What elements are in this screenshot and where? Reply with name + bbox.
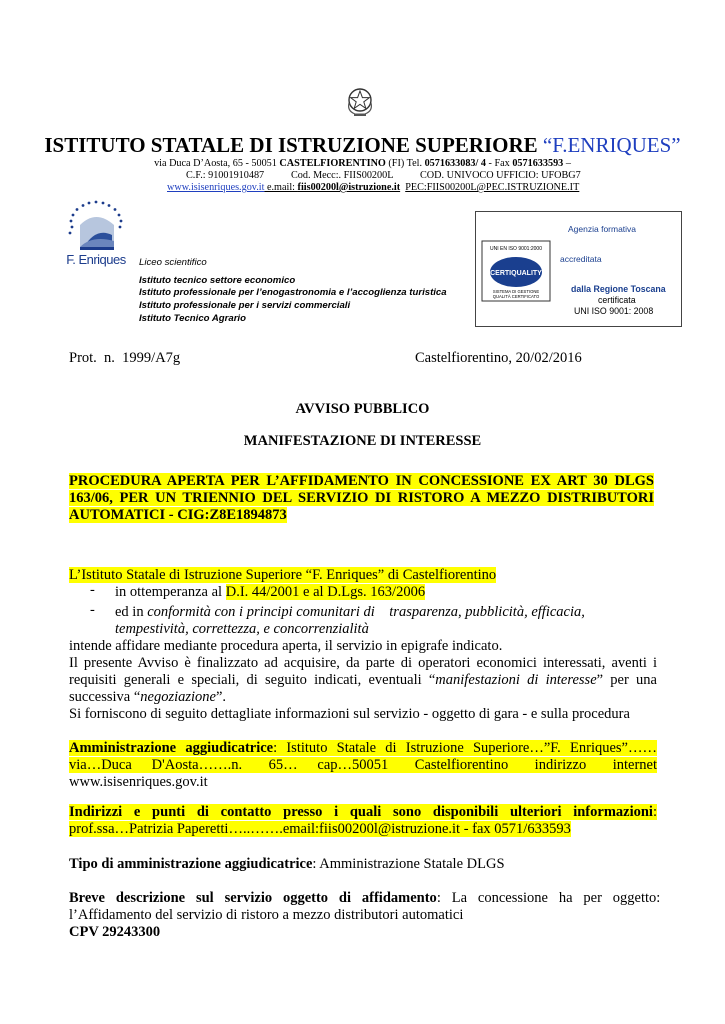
intro-line: L’Istituto Statale di Istruzione Superiore “F. Enriques” di Castelfiorentino — [69, 567, 497, 583]
iso-label: UNI ISO 9001: 2008 — [574, 306, 654, 316]
body-paragraphs — [69, 638, 657, 723]
breve-block: Breve descrizione sul servizio oggetto di affidamento: La concessione ha per oggetto: l’Affidamento del servizio di ristoro a mezzo distributori automatici CPV 29243300 — [69, 890, 661, 940]
contacts-line: www.isisenriques.gov.it e.mail: fiis00200l@istruzione.it PEC:FIIS00200L@PEC.ISTRUZIONE.IT — [167, 182, 580, 193]
course-item: Istituto Tecnico Agrario — [139, 312, 246, 324]
agenzia-label: Agenzia formativa — [568, 224, 637, 234]
procedura-line-3: AUTOMATICI - CIG:Z8E1894873 — [69, 507, 287, 523]
mecc-code: Cod. Mecc:. FIIS00200L — [291, 170, 394, 181]
badge-mid-text: CERTIQUALITY — [490, 270, 542, 277]
amministrazione-block: Amministrazione aggiudicatrice: Istituto Statale di Istruzione Superiore…”F. Enriques”…… via…Duca D'Aosta…….n. 65… cap…50051 Castelfiorentino indirizzo internet www.isisenriques.gov.it — [69, 740, 657, 790]
p1-line: intende affidare mediante procedura aperta, il servizio in epigrafe indicato. — [69, 638, 503, 654]
certification-box — [475, 211, 682, 327]
school-logo — [58, 197, 134, 269]
certificata-label: certificata — [598, 295, 636, 305]
p2-line-2: requisiti generali e speciali, di seguito indicati, eventuali “manifestazioni di interesse” per una — [69, 672, 657, 688]
course-item: Istituto professionale per l’enogastronomia e l’accoglienza turistica — [139, 287, 447, 299]
protocol-number: Prot. n. 1999/A7g — [69, 350, 181, 366]
institute-name: ISTITUTO STATALE DI ISTRUZIONE SUPERIORE — [44, 133, 538, 157]
republic-emblem-icon — [345, 85, 375, 117]
p2-line-1: Il presente Avviso è finalizzato ad acquisire, da parte di operatori economici interessati, aventi i — [69, 655, 657, 671]
pec-link[interactable]: PEC:FIIS00200L@PEC.ISTRUZIONE.IT — [405, 182, 580, 193]
amministrazione-website: www.isisenriques.gov.it — [69, 774, 208, 790]
institute-quote: “F.ENRIQUES” — [542, 133, 681, 157]
cpv-code: CPV 29243300 — [69, 924, 161, 940]
bullet-dash-icon: - — [90, 582, 95, 598]
badge-bottom-text-1: SISTEMA DI GESTIONE — [492, 289, 540, 294]
procedura-block — [69, 473, 654, 524]
univoco-code: COD. UNIVOCO UFFICIO: UFOBG7 — [420, 170, 581, 181]
bullet-item-2: - ed in conformità con i principi comunitari di trasparenza, pubblicità, efficacia, tempestività, correttezza, e concorrenzialità — [90, 602, 585, 637]
manifestazione-title: MANIFESTAZIONE DI INTERESSE — [243, 433, 482, 449]
badge-bottom-text-2: QUALITÀ CERTIFICATO — [492, 294, 540, 299]
badge-top-text: UNI EN ISO 9001:2000 — [490, 246, 542, 252]
bullet-dash-icon: - — [90, 602, 95, 618]
bullet-item-1: - in ottemperanza al D.I. 44/2001 e al D.Lgs. 163/2006 — [90, 582, 426, 600]
procedura-line-2: 163/06, PER UN TRIENNIO DEL SERVIZIO DI RISTORO A MEZZO DISTRIBUTORI — [69, 490, 654, 506]
contact-line: prof.ssa…Patrizia Paperetti…..…….email:fiis00200l@istruzione.it - fax 0571/633593 — [69, 821, 571, 837]
logo-caption: F. Enriques — [66, 252, 126, 267]
regione-label: dalla Regione Toscana — [571, 284, 666, 294]
avviso-title: AVVISO PUBBLICO — [295, 401, 430, 417]
course-item: Liceo scientifico — [139, 257, 207, 268]
website-link[interactable]: www.isisenriques.gov.it — [167, 182, 265, 193]
email-link[interactable]: fiis00200l@istruzione.it — [297, 182, 401, 193]
accreditata-label: accreditata — [560, 254, 602, 264]
amministrazione-label: Amministrazione aggiudicatrice — [69, 740, 274, 756]
p3-line: Si forniscono di seguito dettagliate informazioni sul servizio - oggetto di gara - e sulla procedura — [69, 706, 630, 722]
p2-line-3: successiva “negoziazione”. — [69, 689, 227, 705]
course-item: Istituto tecnico settore economico — [139, 274, 296, 286]
place-date: Castelfiorentino, 20/02/2016 — [415, 350, 582, 366]
institute-title — [0, 133, 725, 158]
cf-code: C.F.: 91001910487 — [186, 170, 265, 181]
courses-list — [139, 257, 469, 326]
procedura-line-1: PROCEDURA APERTA PER L’AFFIDAMENTO IN CONCESSIONE EX ART 30 DLGS — [69, 473, 654, 489]
indirizzi-block: Indirizzi e punti di contatto presso i quali sono disponibili ulteriori informazioni: prof.ssa…Patrizia Paperetti…..…….email:fiis00200l@istruzione.it - fax 0571/633593 — [69, 804, 657, 837]
certiquality-badge-icon — [481, 240, 551, 302]
tipo-block: Tipo di amministrazione aggiudicatrice: Amministrazione Statale DLGS — [69, 856, 505, 872]
address-line: via Duca D’Aosta, 65 - 50051 CASTELFIORENTINO (FI) Tel. 0571633083/ 4 - Fax 0571633593 – — [154, 158, 571, 169]
course-item: Istituto professionale per i servizi commerciali — [139, 300, 351, 312]
indirizzi-label: Indirizzi e punti di contatto presso i quali sono disponibili ulteriori informazioni — [69, 804, 653, 820]
